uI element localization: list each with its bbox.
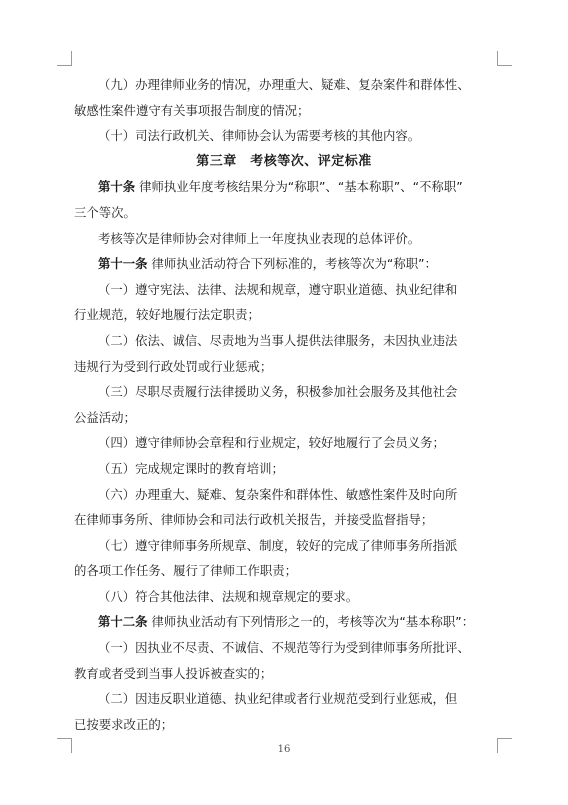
crop-mark-top-left [57, 51, 72, 66]
text-line: （三）尽职尽责履行法律援助义务，积极参加社会服务及其他社会 [98, 384, 458, 400]
text-line: （十）司法行政机关、律师协会认为需要考核的其他内容。 [98, 128, 421, 144]
article-number: 第十二条 [98, 614, 148, 630]
text-line: 律师执业活动有下列情形之一的，考核等次为“基本称职”： [151, 614, 475, 630]
text-line: 敏感性案件遵守有关事项报告制度的情况； [74, 102, 310, 118]
article-line [74, 609, 494, 635]
text-line: 的各项工作任务、履行了律师工作职责； [74, 563, 298, 579]
text-line: 已按要求改正的； [74, 716, 174, 732]
article-line [74, 174, 494, 200]
text-line: 在律师事务所、律师协会和司法行政机关报告，并接受监督指导； [74, 512, 434, 528]
page-number: 16 [277, 744, 291, 755]
text-line: （八）符合其他法律、法规和规章规定的要求。 [98, 588, 359, 604]
crop-mark-top-right [497, 51, 512, 66]
text-line: 公益活动； [74, 409, 136, 425]
text-line: （二）因违反职业道德、执业纪律或者行业规范受到行业惩戒，但 [98, 691, 458, 707]
document-body [74, 72, 494, 737]
text-line: （七）遵守律师事务所规章、制度，较好的完成了律师事务所指派 [98, 537, 458, 553]
text-line: （六）办理重大、疑难、复杂案件和群体性、敏感性案件及时向所 [98, 486, 458, 502]
text-line: （二）依法、诚信、尽责地为当事人提供法律服务，未因执业违法 [98, 332, 458, 348]
text-line: 律师执业活动符合下列标准的，考核等次为“称职”： [151, 256, 437, 272]
text-line: 律师执业年度考核结果分为“称职”、“基本称职”、“不称职” [139, 179, 463, 195]
article-line [74, 251, 494, 277]
text-line: 教育或者受到当事人投诉被查实的； [74, 665, 273, 681]
text-line: （一）因执业不尽责、不诚信、不规范等行为受到律师事务所批评、 [98, 640, 470, 656]
text-line: 违规行为受到行政处罚或行业惩戒； [74, 358, 273, 374]
article-number: 第十条 [98, 179, 136, 195]
text-line: （一）遵守宪法、法律、法规和规章，遵守职业道德、执业纪律和 [98, 281, 458, 297]
text-line: （五）完成规定课时的教育培训； [98, 460, 284, 476]
text-line: （九）办理律师业务的情况，办理重大、疑难、复杂案件和群体性、 [98, 77, 470, 92]
text-line: （四）遵守律师协会章程和行业规定，较好地履行了会员义务； [98, 435, 445, 451]
text-line: 三个等次。 [74, 204, 136, 220]
chapter-heading: 第三章 考核等次、评定标准 [196, 153, 372, 169]
text-line: 行业规范，较好地履行法定职责； [74, 307, 260, 323]
article-number: 第十一条 [98, 256, 148, 272]
text-line: 考核等次是律师协会对律师上一年度执业表现的总体评价。 [98, 230, 421, 246]
